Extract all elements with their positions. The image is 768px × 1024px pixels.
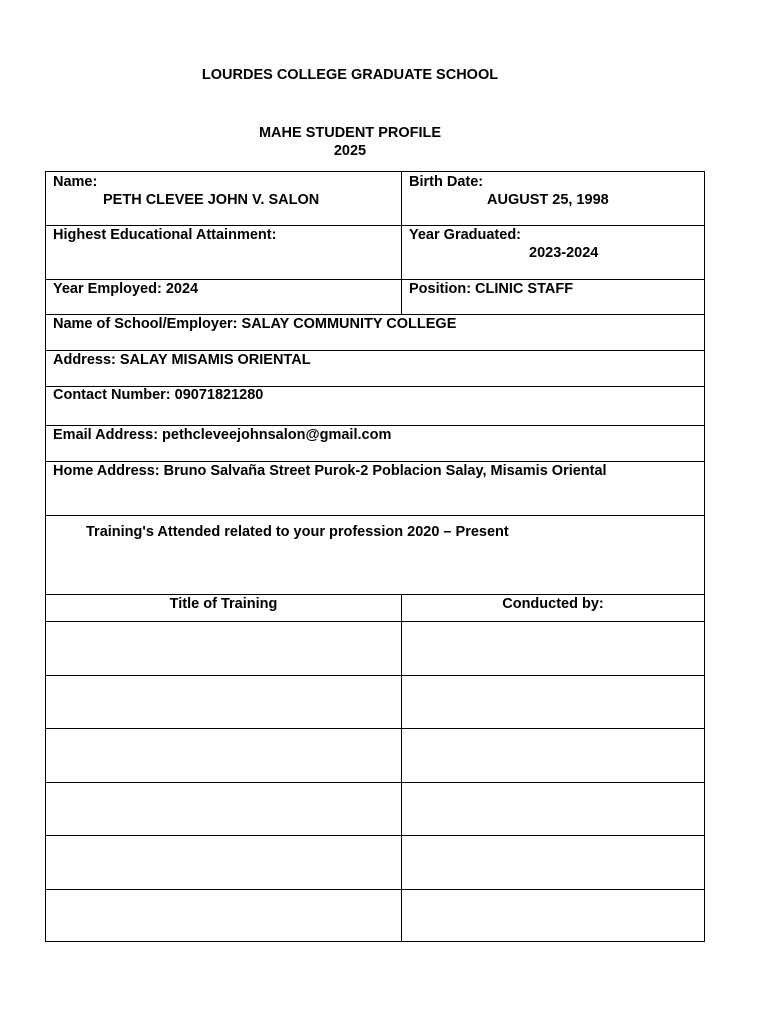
name-label: Name: xyxy=(53,174,98,190)
year-graduated-label: Year Graduated: xyxy=(409,227,522,243)
row-divider xyxy=(46,782,704,783)
col-title-of-training: Title of Training xyxy=(169,596,278,612)
row-divider xyxy=(46,675,704,676)
year-employed: Year Employed: 2024 xyxy=(53,281,199,297)
column-divider xyxy=(401,594,402,942)
education-label: Highest Educational Attainment: xyxy=(53,227,277,243)
col-conducted-by: Conducted by: xyxy=(502,596,604,612)
form-year: 2025 xyxy=(333,143,367,159)
birth-date-value: AUGUST 25, 1998 xyxy=(487,192,609,208)
home-address: Home Address: Bruno Salvaña Street Purok-2 Poblacion Salay, Misamis Oriental xyxy=(53,463,607,479)
birth-date-label: Birth Date: xyxy=(409,174,484,190)
school-name: LOURDES COLLEGE GRADUATE SCHOOL xyxy=(201,67,499,83)
address: Address: SALAY MISAMIS ORIENTAL xyxy=(53,352,311,368)
position: Position: CLINIC STAFF xyxy=(409,281,574,297)
name-value: PETH CLEVEE JOHN V. SALON xyxy=(103,192,320,208)
row-divider xyxy=(46,728,704,729)
year-graduated-value: 2023-2024 xyxy=(529,245,599,261)
row-divider xyxy=(46,621,704,622)
column-divider xyxy=(401,172,402,314)
student-profile-form xyxy=(45,171,705,942)
email-address: Email Address: pethcleveejohnsalon@gmail.com xyxy=(53,427,392,443)
contact-number: Contact Number: 09071821280 xyxy=(53,387,264,403)
row-divider xyxy=(46,835,704,836)
form-title: MAHE STUDENT PROFILE xyxy=(258,125,442,141)
row-divider xyxy=(46,889,704,890)
employer: Name of School/Employer: SALAY COMMUNITY COLLEGE xyxy=(53,316,457,332)
trainings-heading: Training's Attended related to your profession 2020 – Present xyxy=(86,524,509,540)
row-divider xyxy=(46,515,704,516)
